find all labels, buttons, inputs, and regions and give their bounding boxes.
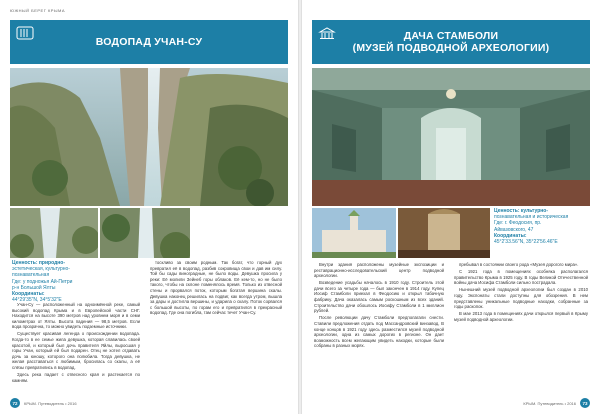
page-footer-right [523,398,590,408]
waterfall-icon [16,26,34,40]
paragraph: Существует красивая легенда о происхождении водопада. Когда-то в ее семье жила девушка, которая славилась своей красотой, и который был дочь правителя Яйлы, выросшая у горы Учан, который ей был подарен. Отец не хотел отдавать дочь за юношу, которого она полюбила. Тогда девушка, не желая расставаться с любимым, бросилась со скалы, а её слёзы превратились в водопад. [12,331,140,371]
caption-line: эстетическая, культурно- [12,266,70,273]
caption-line: Где: у подножья Ай-Петри [12,278,73,285]
right-page [302,0,600,414]
caption-line: познавательная и историческая [494,214,569,221]
museum-icon [318,26,336,40]
paragraph: тоскливо за своим родным. Так богат, что горный дух превратил её в водопад, разбив сокровища свои и дав им силу. Той бы сады виноградные, не было воды. Девушка просила у реки: Её молили Зейнеб горы облаков. Её кем-то, но не было такого, чтобы на склоне поменялось время. Только из отвесной стены и прорвался поток, которым богатая вершина скалы. Девушка наконец решилась на подвиг, как всегда утром, вышла за дары и достигла вершины, и ударила о скалу. Поток сорвался с большой высоты, по горам его и превратился в прекрасный водопад. Где она погибла, там сейчас течет Учан-Су. [150,260,282,316]
page-footer-left [10,398,77,408]
page-number: 73 [580,398,590,408]
paragraph: Учан-Су — расположенный на одноимённой реке, самый высокий водопад Крыма и в Европейской части СНГ. Находится на высоте 390 метров над уровнем моря и в семи километрах от Ялты. Высота падения — 98,5 метров. Если вода прозрачна, то можно увидеть подземные источники. [12,302,140,330]
coordinates-label: Координаты: [12,291,45,298]
article-column-2 [150,260,282,394]
dacha-interior-photo-small [398,208,490,258]
coordinates-value: 45°2'33.56"N, 35°22'56.46"E [494,239,558,246]
caption-line: Где: г. Феодосия, пр. [494,220,542,227]
article-column-1 [12,302,140,394]
caption-line: Ценность: природно- [12,260,65,266]
interior-photo [312,68,590,206]
coordinates-value: 44°29'35"N, 34°5'32"E [12,297,62,304]
caption-line: р-н Большой Ялты [12,284,56,291]
page-title: ВОДОПАД УЧАН-СУ [95,36,203,48]
page-number: 72 [10,398,20,408]
photo-caption-right [494,208,594,245]
left-page [0,0,298,414]
photo-caption-left [12,260,122,303]
caption-line: Айвазовского, 47 [494,226,534,233]
article-column-1 [314,262,444,394]
paragraph: Возведение усадьбы началось в 1910 году. Строитель этой дачи всего за четыре года — был закончен в 1914 году. Купец Иосиф Стамболи приехал в Феодосию и открыл табачную фабрику. Дача оказалась самым роскошным из всех зданий. Строительство дачи обошлось Иосифу Стамболи в 1 миллион рублей. [314,280,444,314]
title-bar-left [10,20,288,64]
footer-text: КРЫМ. Путеводитель • 2016 [523,400,576,406]
waterfall-photo-small-2 [100,208,190,258]
dacha-exterior-photo [312,208,396,258]
article-column-2 [454,262,588,394]
running-head: ЮЖНЫЙ БЕРЕГ КРЫМА [10,8,66,13]
paragraph: После революции дачу Стамболи предполагали снести. Ставили предложения отдать под Массандровский винзавод. В конце концов в 1921 году здесь разместился музей подводной археологии, одна из самых дорогих в регионе. Он дает возможность всем желающим увидеть находки, которые были собраны в разных морях. [314,315,444,349]
paragraph: Здесь река падает с отвесного края и растекается по камням. [12,372,140,383]
caption-line: Ценность: культурно- [494,208,548,214]
paragraph: Нынешний музей подводной археологии был создан в 2010 году. Экспонаты стали доступны для обозрения. В нем представлены уникальные подводные находки, собранные за годы раскопок. [454,287,588,310]
page-title: ДАЧА СТАМБОЛИ [403,30,499,42]
paragraph: В мае 2013 года в помещениях дачи открылся первый в Крыму музей подводной археологии. [454,311,588,322]
caption-line: познавательная [12,272,50,279]
page-subtitle: (МУЗЕЙ ПОДВОДНОЙ АРХЕОЛОГИИ) [352,42,550,54]
waterfall-photo [10,68,288,206]
paragraph: Внутри здания расположены музейные экспозиции и реставрационно-исследовательский центр подводной археологии. [314,262,444,279]
paragraph: пребывал в состоянии своего рода «Музея дорогого мира». [459,262,579,267]
paragraph: С 1921 года в помещениях особняка располагался правительство Крыма в 1925 году. В годы Великой Отечественной войны дача Иосифа Стамболи сильно пострадала. [454,269,588,286]
coordinates-label: Координаты: [494,232,527,239]
footer-text: КРЫМ. Путеводитель • 2016 [24,400,77,406]
title-bar-right [312,20,590,64]
waterfall-photo-small-1 [10,208,98,258]
